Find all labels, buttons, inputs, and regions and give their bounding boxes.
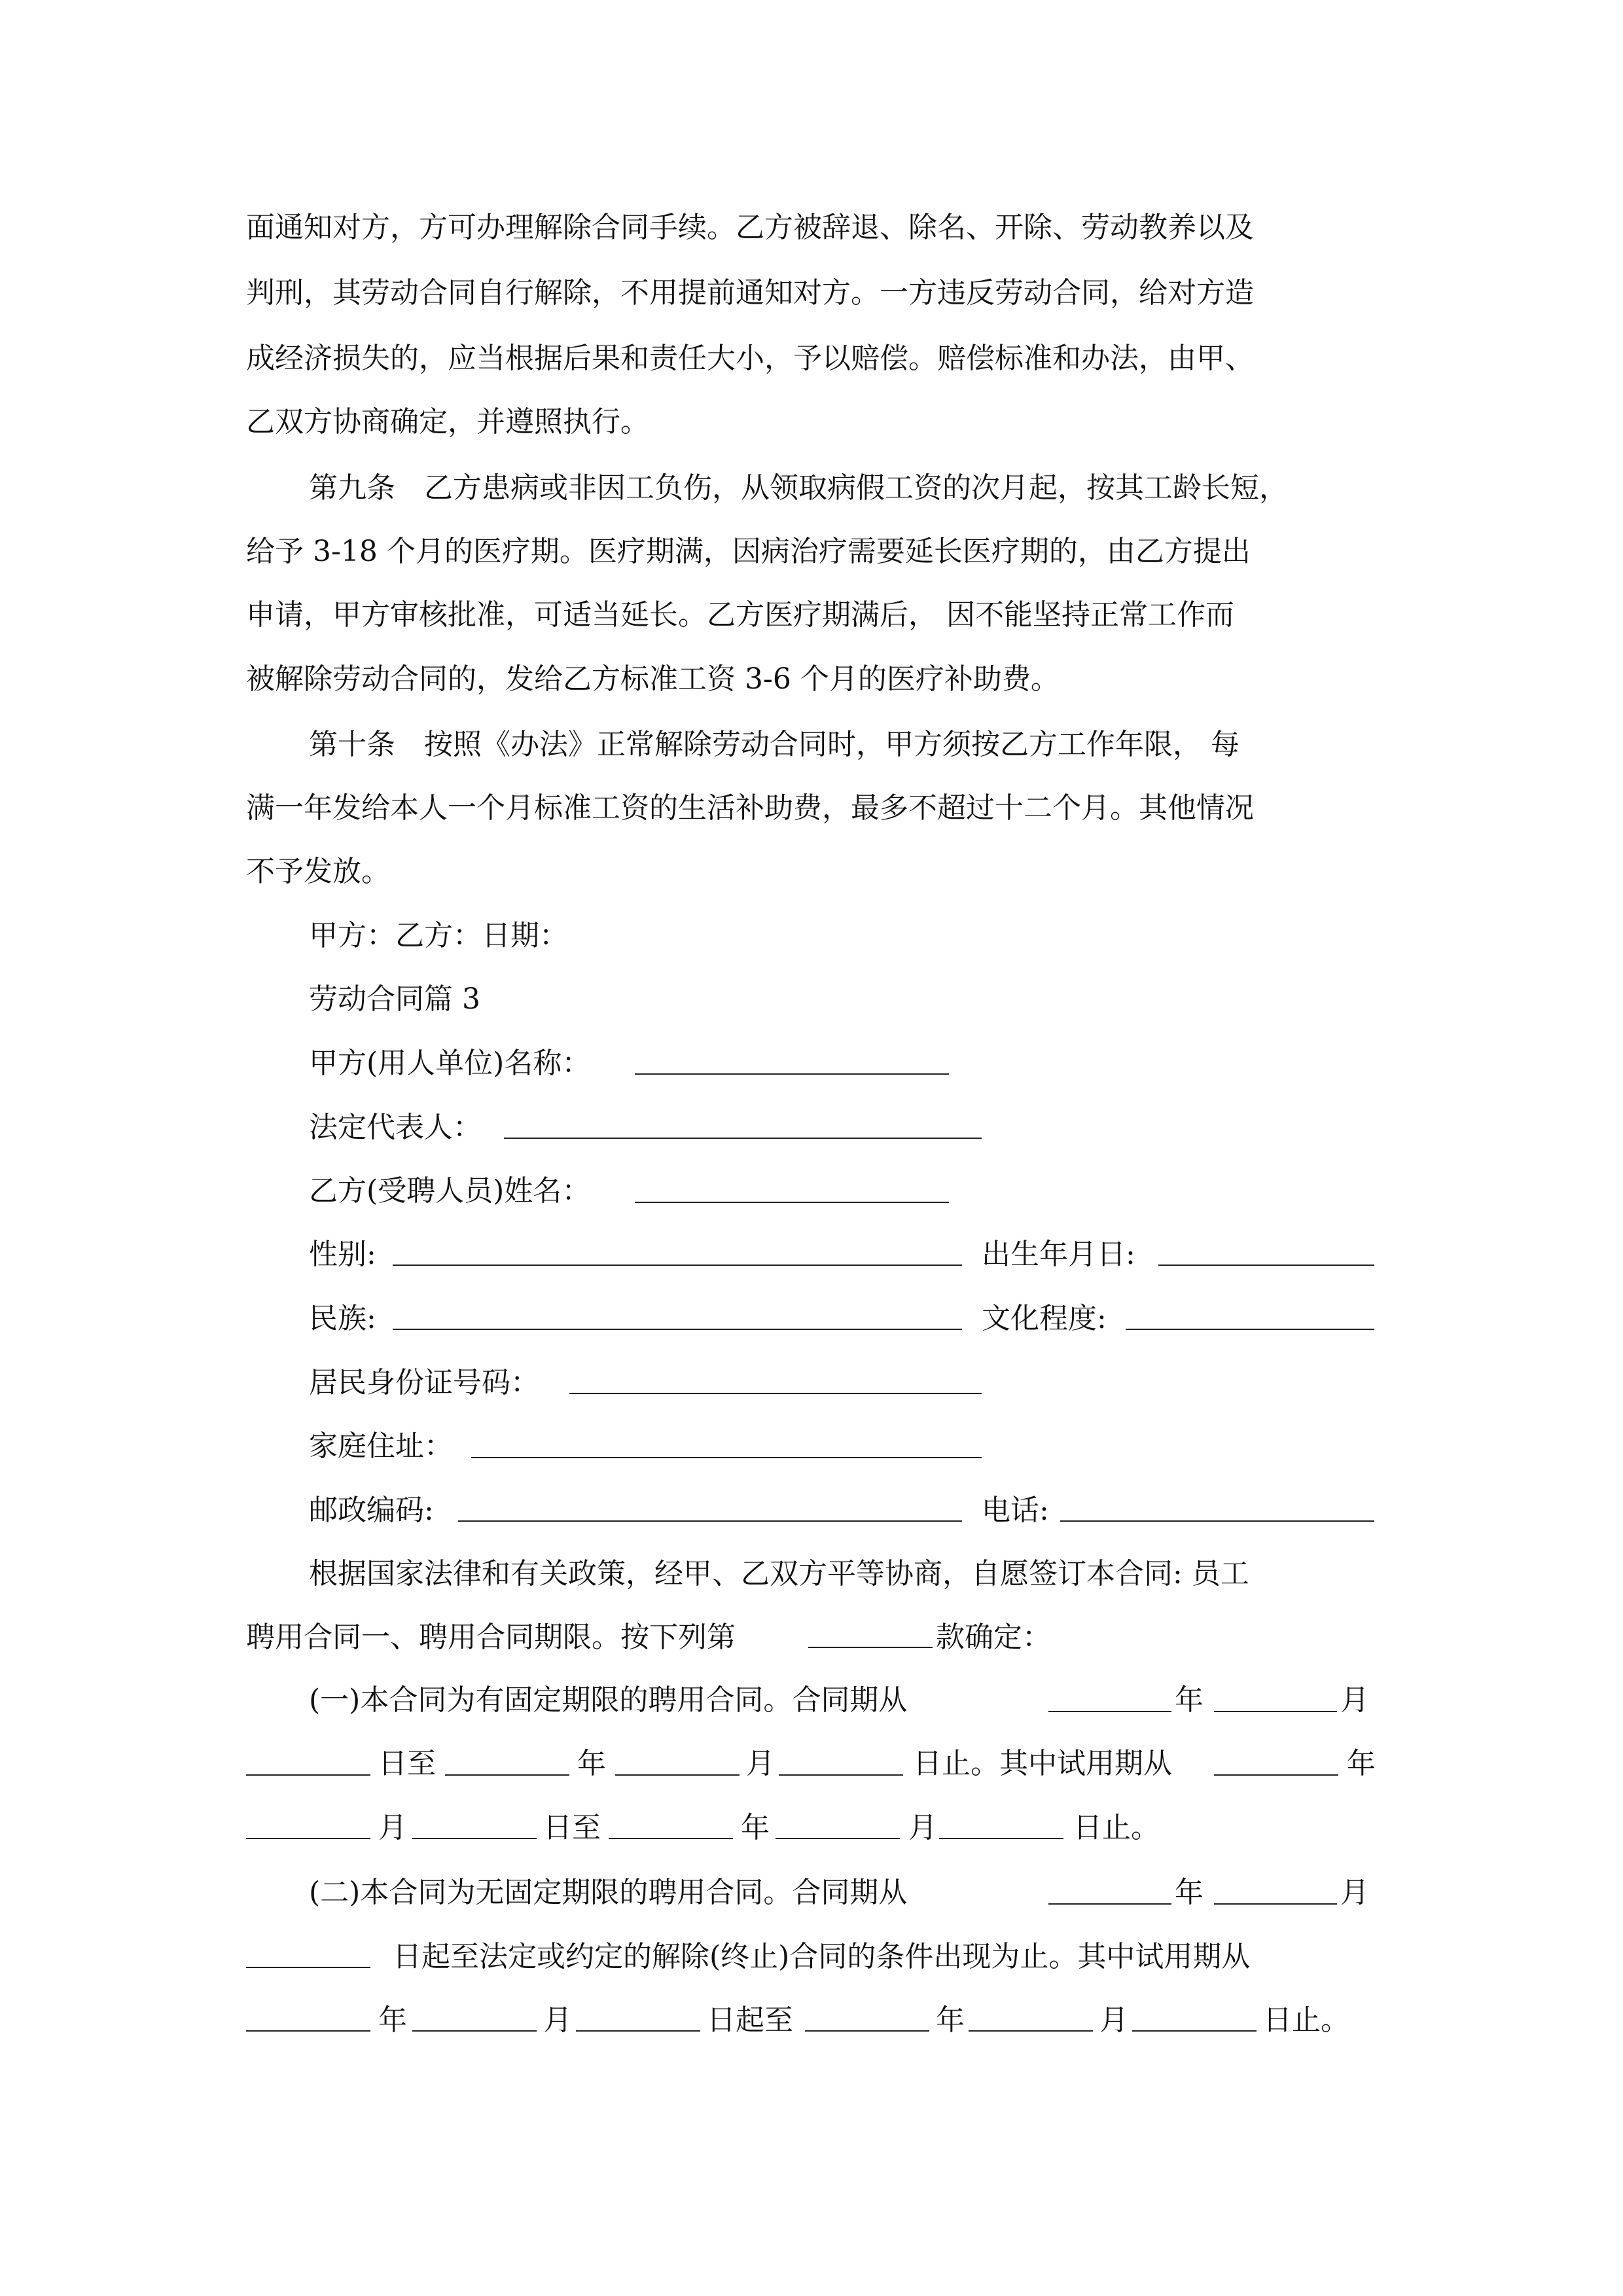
para-line: 聘用合同一、聘用合同期限。按下列第 xyxy=(246,1621,736,1654)
para-line: 判刑，其劳动合同自行解除，不用提前通知对方。一方违反劳动合同，给对方造 xyxy=(246,276,1254,310)
education-label: 文化程度: xyxy=(982,1302,1107,1335)
para-line: 成经济损失的，应当根据后果和责任大小，予以赔偿。赔偿标准和办法，由甲、 xyxy=(246,342,1254,375)
para-line: 乙双方协商确定，并遵照执行。 xyxy=(246,405,649,439)
gender-field[interactable] xyxy=(393,1265,962,1266)
unit-text: 月 xyxy=(908,1811,937,1844)
section-title: 劳动合同篇 3 xyxy=(309,982,480,1016)
unit-text: 日止。 xyxy=(1263,2003,1349,2037)
unit-text: 日至 xyxy=(543,1811,601,1844)
unit-text: 月 xyxy=(1340,1683,1369,1717)
birth-date-label: 出生年月日: xyxy=(982,1238,1135,1271)
birth-date-field[interactable] xyxy=(1158,1265,1374,1266)
address-label: 家庭住址： xyxy=(309,1429,453,1463)
employee-name-field[interactable] xyxy=(635,1202,949,1203)
article-10-heading: 第十条 按照《办法》正常解除劳动合同时，甲方须按乙方工作年限， 每 xyxy=(309,728,1240,761)
clause1-label: (一)本合同为有固定期限的聘用合同。合同期从 xyxy=(309,1683,908,1717)
blank-field[interactable] xyxy=(412,2030,537,2032)
unit-text: 年 xyxy=(378,2003,407,2037)
unit-text: 年 xyxy=(577,1747,606,1780)
unit-text: 月 xyxy=(378,1811,407,1844)
para-line: 日起至法定或约定的解除(终止)合同的条件出现为止。其中试用期从 xyxy=(393,1940,1251,1973)
blank-field[interactable] xyxy=(1048,1903,1171,1905)
unit-text: 年 xyxy=(1347,1747,1376,1780)
unit-text: 年 xyxy=(741,1811,770,1844)
gender-label: 性别: xyxy=(309,1238,376,1271)
para-line: 给予 3-18 个月的医疗期。医疗期满，因病治疗需要延长医疗期的，由乙方提出 xyxy=(246,535,1251,568)
postcode-label: 邮政编码: xyxy=(309,1494,434,1527)
blank-field[interactable] xyxy=(615,1774,740,1776)
blank-field[interactable] xyxy=(939,1838,1063,1839)
blank-field[interactable] xyxy=(246,1967,370,1968)
para-line: 被解除劳动合同的，发给乙方标准工资 3-6 个月的医疗补助费。 xyxy=(246,662,1060,696)
blank-field[interactable] xyxy=(576,2030,700,2032)
employer-name-label: 甲方(用人单位)名称： xyxy=(309,1047,591,1080)
blank-field[interactable] xyxy=(1214,1774,1338,1776)
ethnicity-field[interactable] xyxy=(393,1329,962,1330)
unit-text: 月 xyxy=(543,2003,572,2037)
clause2-label: (二)本合同为无固定期限的聘用合同。合同期从 xyxy=(309,1876,908,1909)
ethnicity-label: 民族: xyxy=(309,1302,376,1335)
blank-field[interactable] xyxy=(412,1838,537,1839)
para-line: 满一年发给本人一个月标准工资的生活补助费，最多不超过十二个月。其他情况 xyxy=(246,791,1254,825)
blank-field[interactable] xyxy=(805,2030,929,2032)
blank-field[interactable] xyxy=(1214,1711,1337,1712)
blank-field[interactable] xyxy=(776,1838,900,1839)
unit-text: 日起至 xyxy=(707,2003,793,2037)
phone-field[interactable] xyxy=(1060,1520,1374,1522)
phone-label: 电话: xyxy=(982,1494,1049,1527)
blank-field[interactable] xyxy=(1048,1711,1171,1712)
para-line: 款确定： xyxy=(936,1621,1051,1654)
blank-field[interactable] xyxy=(445,1774,569,1776)
blank-field[interactable] xyxy=(246,2030,370,2032)
para-line: 不予发放。 xyxy=(246,855,390,888)
id-number-field[interactable] xyxy=(569,1393,982,1394)
employer-name-field[interactable] xyxy=(635,1073,949,1075)
blank-field[interactable] xyxy=(609,1838,733,1839)
id-number-label: 居民身份证号码： xyxy=(309,1366,539,1399)
employee-name-label: 乙方(受聘人员)姓名： xyxy=(309,1174,591,1208)
unit-text: 月 xyxy=(1340,1876,1369,1909)
unit-text: 日止。 xyxy=(1073,1811,1160,1844)
blank-field[interactable] xyxy=(1214,1903,1337,1905)
blank-field[interactable] xyxy=(246,1838,370,1839)
article-9-heading: 第九条 乙方患病或非因工负伤，从领取病假工资的次月起，按其工龄长短， xyxy=(309,471,1288,505)
blank-field[interactable] xyxy=(246,1774,370,1776)
legal-rep-field[interactable] xyxy=(504,1138,982,1139)
unit-text: 年 xyxy=(1175,1683,1204,1717)
unit-text: 月 xyxy=(746,1747,775,1780)
unit-text: 日止。其中试用期从 xyxy=(913,1747,1172,1780)
para-line: 申请，甲方审核批准，可适当延长。乙方医疗期满后， 因不能坚持正常工作而 xyxy=(246,598,1234,632)
legal-rep-label: 法定代表人： xyxy=(309,1111,482,1144)
blank-field[interactable] xyxy=(779,1774,903,1776)
para-line: 根据国家法律和有关政策，经甲、乙双方平等协商，自愿签订本合同: 员工 xyxy=(309,1557,1249,1590)
postcode-field[interactable] xyxy=(458,1520,962,1522)
blank-field[interactable] xyxy=(969,2030,1093,2032)
para-line: 面通知对方，方可办理解除合同手续。乙方被辞退、除名、开除、劳动教养以及 xyxy=(246,211,1254,244)
education-field[interactable] xyxy=(1126,1329,1374,1330)
signature-line: 甲方：乙方：日期： xyxy=(309,919,568,952)
unit-text: 年 xyxy=(936,2003,965,2037)
unit-text: 月 xyxy=(1099,2003,1128,2037)
unit-text: 年 xyxy=(1175,1876,1204,1909)
unit-text: 日至 xyxy=(378,1747,436,1780)
address-field[interactable] xyxy=(471,1457,982,1458)
clause-choice-field[interactable] xyxy=(808,1647,933,1648)
blank-field[interactable] xyxy=(1132,2030,1257,2032)
